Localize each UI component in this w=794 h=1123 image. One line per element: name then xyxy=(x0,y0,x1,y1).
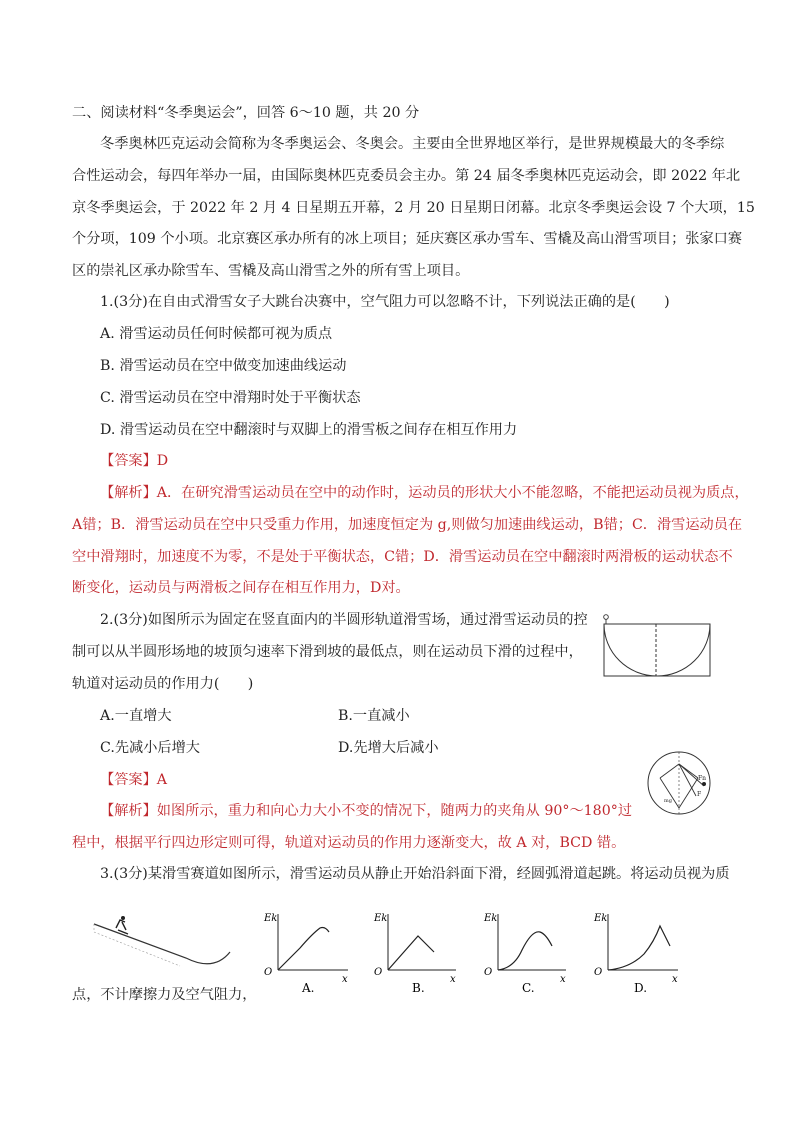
graph-a xyxy=(263,913,348,995)
x-axis-label: x xyxy=(450,974,456,985)
q1-option-c: C. 滑雪运动员在空中滑翔时处于平衡状态 xyxy=(100,390,361,406)
q1-option-d: D. 滑雪运动员在空中翻滚时与双脚上的滑雪板之间存在相互作用力 xyxy=(100,422,518,438)
graph-d xyxy=(593,913,678,995)
fn-label: Fn xyxy=(698,775,707,782)
q2-answer: 【答案】A xyxy=(100,772,167,788)
q2-stem-line: 2.(3分)如图所示为固定在竖直面内的半圆形轨道滑雪场，通过滑雪运动员的控 xyxy=(100,612,588,628)
force-diagram xyxy=(646,750,712,816)
q1-stem: 1.(3分)在自由式滑雪女子大跳台决赛中，空气阻力可以忽略不计，下列说法正确的是( ) xyxy=(100,294,670,310)
graph-b xyxy=(373,913,456,995)
y-axis-label: Ek xyxy=(484,913,498,924)
q3-stem-end: 点，不计摩擦力及空气阻力， xyxy=(72,987,257,1003)
choice-c-label: C. xyxy=(522,981,535,995)
slope-figure xyxy=(92,910,242,974)
q2-option-c: C.先减小后增大 xyxy=(100,740,200,756)
mg-label: mg xyxy=(664,798,672,804)
passage-line: 合性运动会，每四年举办一届，由国际奥林匹克委员会主办。第 24 届冬季奥林匹克运动会，即 2022 年北 xyxy=(72,168,741,184)
q2-option-a: A.一直增大 xyxy=(100,708,172,724)
ek-graphs xyxy=(262,908,702,998)
q2-option-d: D.先增大后减小 xyxy=(338,740,439,756)
passage-line: 个分项，109 个小项。北京赛区承办所有的冰上项目；延庆赛区承办雪车、雪橇及高山滑雪项目；张家口赛 xyxy=(72,231,743,247)
passage-line: 京冬季奥运会，于 2022 年 2 月 4 日星期五开幕，2 月 20 日星期日闭幕。北京冬季奥运会设 7 个大项，15 xyxy=(72,200,755,216)
q2-stem-line: 轨道对运动员的作用力( ) xyxy=(72,676,254,692)
halfpipe-figure xyxy=(600,612,716,680)
q1-option-a: A. 滑雪运动员任何时候都可视为质点 xyxy=(100,326,333,342)
q2-analysis-line: 【解析】如图所示，重力和向心力大小不变的情况下，随两力的夹角从 90°～180°过 xyxy=(100,803,633,819)
section-heading: 二、阅读材料“冬季奥运会”，回答 6～10 题，共 20 分 xyxy=(72,105,420,121)
origin-label: O xyxy=(264,967,273,978)
x-axis-label: x xyxy=(560,974,566,985)
q1-option-b: B. 滑雪运动员在空中做变加速曲线运动 xyxy=(100,358,347,374)
q1-analysis-line: 空中滑翔时，加速度不为零，不是处于平衡状态，C错；D．滑雪运动员在空中翻滚时两滑板的运动状态不 xyxy=(72,549,733,565)
choice-b-label: B. xyxy=(412,981,425,995)
q1-analysis-line: 断变化，运动员与两滑板之间存在相互作用力，D对。 xyxy=(72,580,410,596)
q1-analysis-line: A错；B．滑雪运动员在空中只受重力作用，加速度恒定为 g,则做匀加速曲线运动，B错；C．滑雪运动员在 xyxy=(72,517,743,533)
q2-option-b: B.一直减小 xyxy=(338,708,410,724)
origin-label: O xyxy=(374,967,383,978)
graph-c xyxy=(483,913,566,995)
choice-a-label: A. xyxy=(302,981,315,995)
q3-stem: 3.(3分)某滑雪赛道如图所示，滑雪运动员从静止开始沿斜面下滑，经圆弧滑道起跳。将运动员视为质 xyxy=(100,866,730,882)
origin-label: O xyxy=(484,967,493,978)
f-label: F xyxy=(697,791,702,798)
passage-line: 冬季奥林匹克运动会简称为冬季奥运会、冬奥会。主要由全世界地区举行，是世界规模最大的冬季综 xyxy=(100,136,725,152)
q2-analysis-line: 程中，根据平行四边形定则可得，轨道对运动员的作用力逐渐变大，故 A 对，BCD 错。 xyxy=(72,835,626,851)
passage-line: 区的崇礼区承办除雪车、雪橇及高山滑雪之外的所有雪上项目。 xyxy=(72,263,470,279)
y-axis-label: Ek xyxy=(594,913,608,924)
origin-label: O xyxy=(594,967,603,978)
y-axis-label: Ek xyxy=(264,913,278,924)
q2-stem-line: 制可以从半圆形场地的坡顶匀速率下滑到坡的最低点，则在运动员下滑的过程中， xyxy=(72,644,583,660)
q1-answer: 【答案】D xyxy=(100,453,169,469)
x-axis-label: x xyxy=(342,974,348,985)
choice-d-label: D. xyxy=(634,981,648,995)
y-axis-label: Ek xyxy=(374,913,388,924)
q1-analysis-line: 【解析】A．在研究滑雪运动员在空中的动作时，运动员的形状大小不能忽略，不能把运动员视为质点， xyxy=(100,485,749,501)
x-axis-label: x xyxy=(672,974,678,985)
